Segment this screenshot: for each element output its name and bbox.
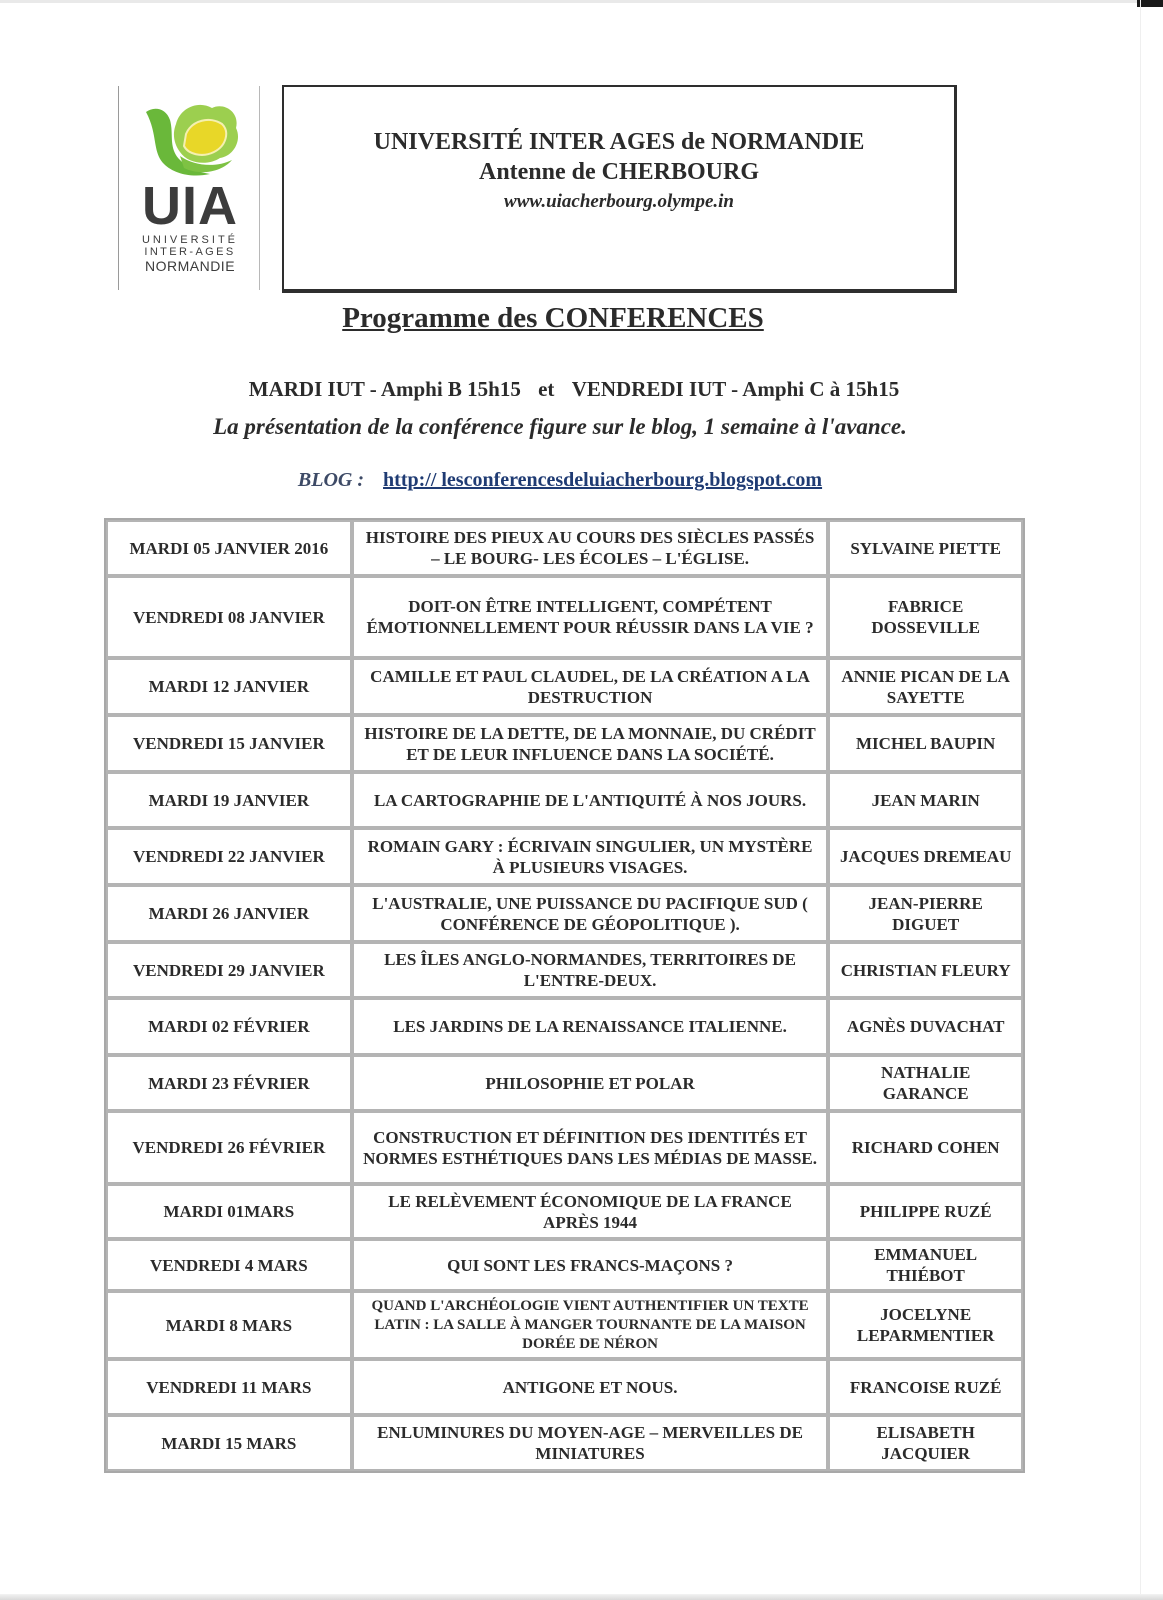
logo-line-universite: UNIVERSITÉ: [141, 234, 238, 246]
conference-speaker: ELISABETH JACQUIER: [828, 1415, 1023, 1471]
conference-date: MARDI 05 JANVIER 2016: [106, 520, 352, 576]
conference-date: MARDI 23 FÉVRIER: [106, 1055, 352, 1111]
conference-topic: LES JARDINS DE LA RENAISSANCE ITALIENNE.: [352, 998, 829, 1055]
conference-date: VENDREDI 08 JANVIER: [106, 576, 352, 658]
table-row: [106, 942, 1023, 998]
table-row: [106, 658, 1023, 715]
conference-date: VENDREDI 22 JANVIER: [106, 828, 352, 885]
conference-speaker: JEAN MARIN: [828, 772, 1023, 828]
conference-topic: ENLUMINURES DU MOYEN-AGE – MERVEILLES DE MINIATURES: [352, 1415, 829, 1471]
conference-speaker: JOCELYNE LEPARMENTIER: [828, 1291, 1023, 1359]
conference-topic: QUI SONT LES FRANCS-MAÇONS ?: [352, 1239, 829, 1291]
blog-link[interactable]: http:// lesconferencesdeluiacherbourg.blogspot.com: [383, 469, 823, 491]
branch-name: Antenne de CHERBOURG: [478, 159, 760, 185]
conference-speaker: AGNÈS DUVACHAT: [828, 998, 1023, 1055]
conference-topic: CAMILLE ET PAUL CLAUDEL, DE LA CRÉATION A LA DESTRUCTION: [352, 658, 829, 715]
conference-topic: ANTIGONE ET NOUS.: [352, 1359, 829, 1415]
schedule-connector: et: [538, 377, 555, 401]
conference-date: VENDREDI 15 JANVIER: [106, 715, 352, 772]
scan-edge-right: [1140, 0, 1141, 1600]
conference-date: MARDI 12 JANVIER: [106, 658, 352, 715]
website-url: www.uiacherbourg.olympe.in: [504, 191, 734, 212]
table-row: [106, 1415, 1023, 1471]
conference-date: MARDI 02 FÉVRIER: [106, 998, 352, 1055]
table-row: [106, 1291, 1023, 1359]
table-row: [106, 1239, 1023, 1291]
table-row: [106, 1184, 1023, 1239]
conference-speaker: CHRISTIAN FLEURY: [828, 942, 1023, 998]
conference-speaker: ANNIE PICAN DE LA SAYETTE: [828, 658, 1023, 715]
conference-topic: HISTOIRE DE LA DETTE, DE LA MONNAIE, DU CRÉDIT ET DE LEUR INFLUENCE DANS LA SOCIÉTÉ.: [352, 715, 829, 772]
conference-speaker: FRANCOISE RUZÉ: [828, 1359, 1023, 1415]
university-name: UNIVERSITÉ INTER AGES de NORMANDIE: [373, 129, 865, 155]
conference-topic: ROMAIN GARY : ÉCRIVAIN SINGULIER, UN MYSTÈRE À PLUSIEURS VISAGES.: [352, 828, 829, 885]
blog-label: BLOG :: [297, 469, 365, 491]
table-row: [106, 715, 1023, 772]
conference-date: VENDREDI 29 JANVIER: [106, 942, 352, 998]
conference-speaker: FABRICE DOSSEVILLE: [828, 576, 1023, 658]
conference-topic: DOIT-ON ÊTRE INTELLIGENT, COMPÉTENT ÉMOTIONNELLEMENT POUR RÉUSSIR DANS LA VIE ?: [352, 576, 829, 658]
conference-speaker: RICHARD COHEN: [828, 1111, 1023, 1184]
schedule-line: [0, 377, 1148, 402]
conference-topic: LA CARTOGRAPHIE DE L'ANTIQUITÉ À NOS JOURS.: [352, 772, 829, 828]
conference-topic: LES ÎLES ANGLO-NORMANDES, TERRITOIRES DE L'ENTRE-DEUX.: [352, 942, 829, 998]
conference-speaker: SYLVAINE PIETTE: [828, 520, 1023, 576]
header-box: [282, 85, 957, 293]
conference-date: MARDI 15 MARS: [106, 1415, 352, 1471]
conference-topic: L'AUSTRALIE, UNE PUISSANCE DU PACIFIQUE SUD ( CONFÉRENCE DE GÉOPOLITIQUE ).: [352, 885, 829, 942]
conference-speaker: JACQUES DREMEAU: [828, 828, 1023, 885]
conference-date: MARDI 8 MARS: [106, 1291, 352, 1359]
scan-edge-top: [0, 0, 1163, 3]
conference-topic: LE RELÈVEMENT ÉCONOMIQUE DE LA FRANCE APRÈS 1944: [352, 1184, 829, 1239]
conference-speaker: PHILIPPE RUZÉ: [828, 1184, 1023, 1239]
logo-line-normandie: NORMANDIE: [144, 258, 236, 274]
table-row: [106, 576, 1023, 658]
logo-acronym: UIA: [142, 176, 238, 236]
logo-divider-right: [259, 86, 260, 290]
conference-topic: HISTOIRE DES PIEUX AU COURS DES SIÈCLES PASSÉS – LE BOURG- LES ÉCOLES – L'ÉGLISE.: [352, 520, 829, 576]
scan-edge-bottom: [0, 1594, 1163, 1600]
page-title: Programme des CONFERENCES: [342, 302, 764, 334]
table-row: [106, 520, 1023, 576]
table-row: [106, 1111, 1023, 1184]
schedule-tuesday: MARDI IUT - Amphi B 15h15: [248, 377, 521, 401]
tagline: La présentation de la conférence figure sur le blog, 1 semaine à l'avance.: [213, 414, 907, 439]
conference-date: MARDI 01MARS: [106, 1184, 352, 1239]
uia-logo: [118, 86, 260, 290]
conference-date: VENDREDI 11 MARS: [106, 1359, 352, 1415]
table-row: [106, 998, 1023, 1055]
table-row: [106, 772, 1023, 828]
logo-line-interages: INTER-AGES: [144, 246, 236, 258]
conference-speaker: MICHEL BAUPIN: [828, 715, 1023, 772]
conference-date: VENDREDI 4 MARS: [106, 1239, 352, 1291]
flower-leaf-icon: [136, 94, 246, 184]
conference-speaker: EMMANUEL THIÉBOT: [828, 1239, 1023, 1291]
conference-speaker: JEAN-PIERRE DIGUET: [828, 885, 1023, 942]
table-row: [106, 828, 1023, 885]
conference-speaker: NATHALIE GARANCE: [828, 1055, 1023, 1111]
conference-table: [104, 518, 1025, 1473]
conference-date: VENDREDI 26 FÉVRIER: [106, 1111, 352, 1184]
table-row: [106, 1359, 1023, 1415]
logo-divider-left: [118, 86, 119, 290]
conference-topic: QUAND L'ARCHÉOLOGIE VIENT AUTHENTIFIER UN TEXTE LATIN : LA SALLE À MANGER TOURNANTE DE LA MAISON DORÉE DE NÉRON: [352, 1291, 829, 1359]
conference-date: MARDI 26 JANVIER: [106, 885, 352, 942]
conference-topic: PHILOSOPHIE ET POLAR: [352, 1055, 829, 1111]
conference-date: MARDI 19 JANVIER: [106, 772, 352, 828]
table-row: [106, 1055, 1023, 1111]
blog-line: [0, 469, 1120, 492]
schedule-friday: VENDREDI IUT - Amphi C à 15h15: [571, 377, 900, 401]
conference-topic: CONSTRUCTION ET DÉFINITION DES IDENTITÉS ET NORMES ESTHÉTIQUES DANS LES MÉDIAS DE MASSE.: [352, 1111, 829, 1184]
table-row: [106, 885, 1023, 942]
